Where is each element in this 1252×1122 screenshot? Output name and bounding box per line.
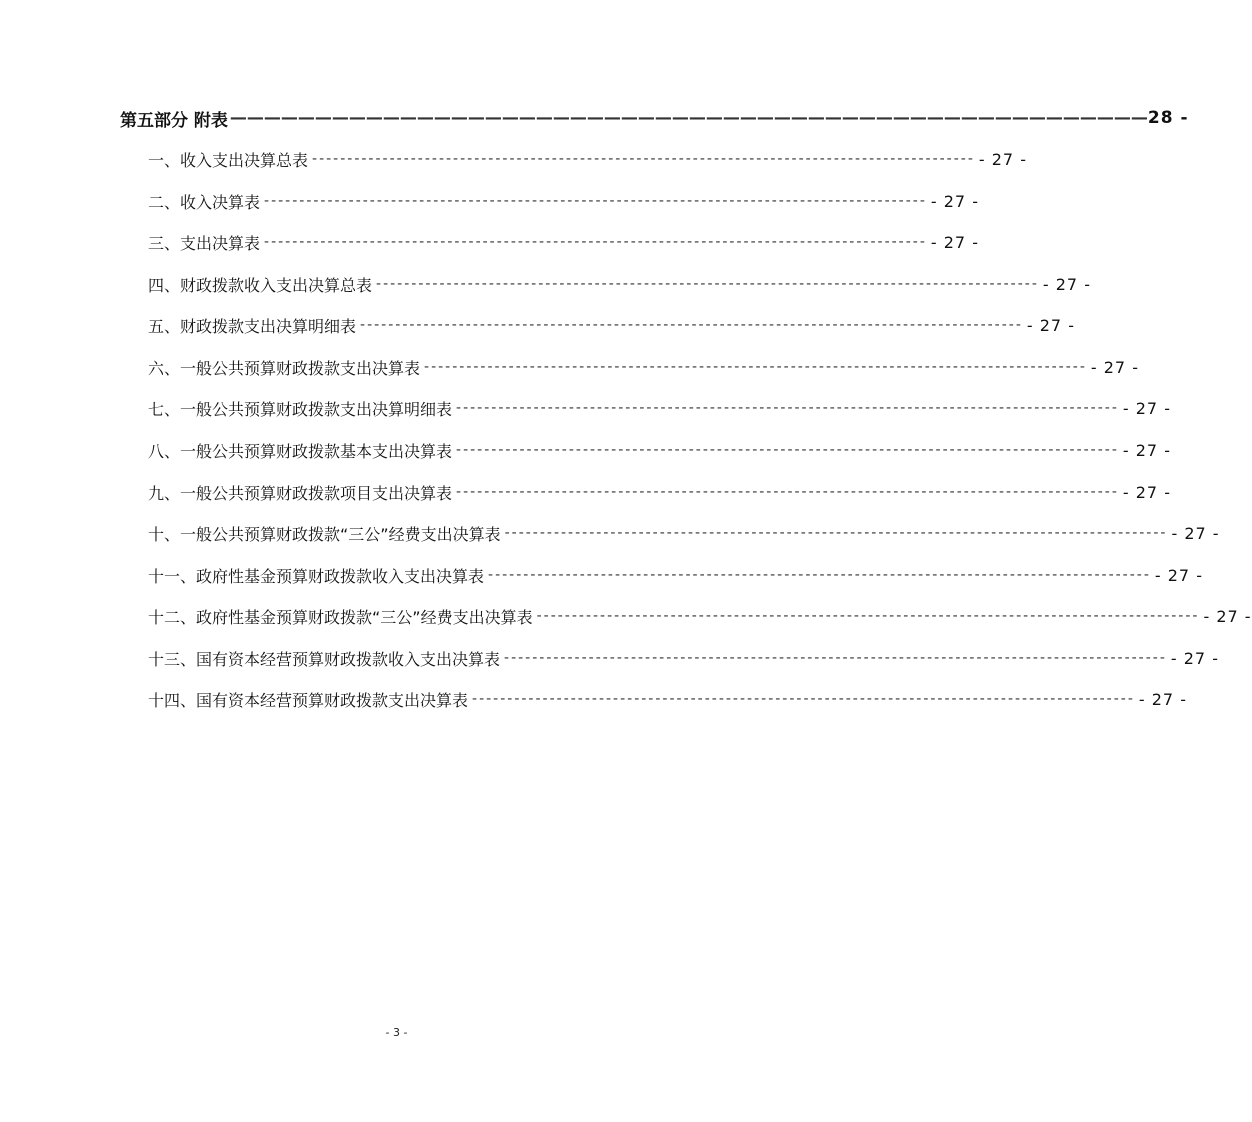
toc-item[interactable] — [148, 563, 1203, 587]
toc-item-leader: ---------------------------------------------------------------------------------------------- — [424, 359, 1087, 375]
toc-item[interactable] — [148, 147, 1027, 171]
toc-item-title: 八、一般公共预算财政拨款基本支出决算表 — [148, 441, 453, 461]
toc-item-page: - 27 - — [1042, 274, 1091, 294]
toc-item-page: - 27 - — [1122, 440, 1171, 460]
toc-item-title: 十、一般公共预算财政拨款“三公”经费支出决算表 — [148, 524, 501, 544]
toc-item-page: - 27 - — [1170, 648, 1219, 668]
toc-item-leader: ---------------------------------------------------------------------------------------------- — [472, 691, 1135, 707]
toc-item[interactable] — [148, 313, 1075, 337]
toc-item-title: 十二、政府性基金预算财政拨款“三公”经费支出决算表 — [148, 607, 533, 627]
toc-heading-leader: —————————————————————————————————————————————————————— — [229, 108, 1148, 128]
toc-item-title: 七、一般公共预算财政拨款支出决算明细表 — [148, 399, 453, 419]
toc-item[interactable] — [148, 230, 979, 254]
toc-item-page: - 27 - — [1090, 357, 1139, 377]
toc-item-leader: ---------------------------------------------------------------------------------------------- — [376, 276, 1039, 292]
toc-item-title: 十一、政府性基金预算财政拨款收入支出决算表 — [148, 566, 485, 586]
toc-item-title: 五、财政拨款支出决算明细表 — [148, 316, 357, 336]
toc-item[interactable] — [148, 438, 1171, 462]
toc-item-leader: ---------------------------------------------------------------------------------------------- — [456, 400, 1119, 416]
toc-item-title: 二、收入决算表 — [148, 192, 261, 212]
toc-item-title: 十四、国有资本经营预算财政拨款支出决算表 — [148, 690, 469, 710]
toc-item-page: - 27 - — [978, 149, 1027, 169]
toc-item[interactable] — [148, 272, 1091, 296]
toc-item-page: - 27 - — [1026, 315, 1075, 335]
toc-item[interactable] — [148, 189, 979, 213]
toc-item[interactable] — [148, 687, 1187, 711]
toc-item-leader: ---------------------------------------------------------------------------------------------- — [504, 525, 1168, 541]
toc-item-page: - 27 - — [930, 232, 979, 252]
toc-item[interactable] — [148, 604, 1252, 628]
toc-item-title: 四、财政拨款收入支出决算总表 — [148, 275, 373, 295]
toc-item[interactable] — [148, 396, 1171, 420]
page-number: - 3 - — [385, 1026, 408, 1039]
toc-item-title: 一、收入支出决算总表 — [148, 150, 309, 170]
toc-heading-title: 第五部分 附表 — [120, 110, 228, 131]
toc-item[interactable] — [148, 355, 1139, 379]
toc-heading[interactable] — [120, 106, 1189, 131]
toc-item-page: - 27 - — [1154, 565, 1203, 585]
toc-item-title: 三、支出决算表 — [148, 233, 261, 253]
toc-item-page: - 27 - — [1122, 398, 1171, 418]
toc-item-leader: ---------------------------------------------------------------------------------------------- — [360, 317, 1023, 333]
toc-item-leader: ---------------------------------------------------------------------------------------------- — [456, 442, 1119, 458]
toc-item-leader: ---------------------------------------------------------------------------------------------- — [264, 193, 927, 209]
toc-item-leader: ---------------------------------------------------------------------------------------------- — [456, 484, 1119, 500]
toc-item[interactable] — [148, 480, 1171, 504]
toc-item-leader: ---------------------------------------------------------------------------------------------- — [536, 608, 1200, 624]
toc-item-title: 十三、国有资本经营预算财政拨款收入支出决算表 — [148, 649, 501, 669]
toc-item-page: - 27 - — [1203, 606, 1252, 626]
toc-item-page: - 27 - — [1138, 689, 1187, 709]
toc-item-page: - 27 - — [1122, 482, 1171, 502]
toc-item-leader: ---------------------------------------------------------------------------------------------- — [488, 567, 1151, 583]
toc-item[interactable] — [148, 646, 1219, 670]
toc-heading-page: 28 - — [1147, 108, 1189, 128]
toc-item-title: 六、一般公共预算财政拨款支出决算表 — [148, 358, 421, 378]
toc-item[interactable] — [148, 521, 1220, 545]
toc-item-leader: ---------------------------------------------------------------------------------------------- — [504, 650, 1167, 666]
toc-item-title: 九、一般公共预算财政拨款项目支出决算表 — [148, 483, 453, 503]
toc-item-leader: ---------------------------------------------------------------------------------------------- — [264, 234, 927, 250]
toc-item-page: - 27 - — [1171, 523, 1220, 543]
toc-item-leader: ---------------------------------------------------------------------------------------------- — [312, 151, 975, 167]
toc-item-page: - 27 - — [930, 191, 979, 211]
